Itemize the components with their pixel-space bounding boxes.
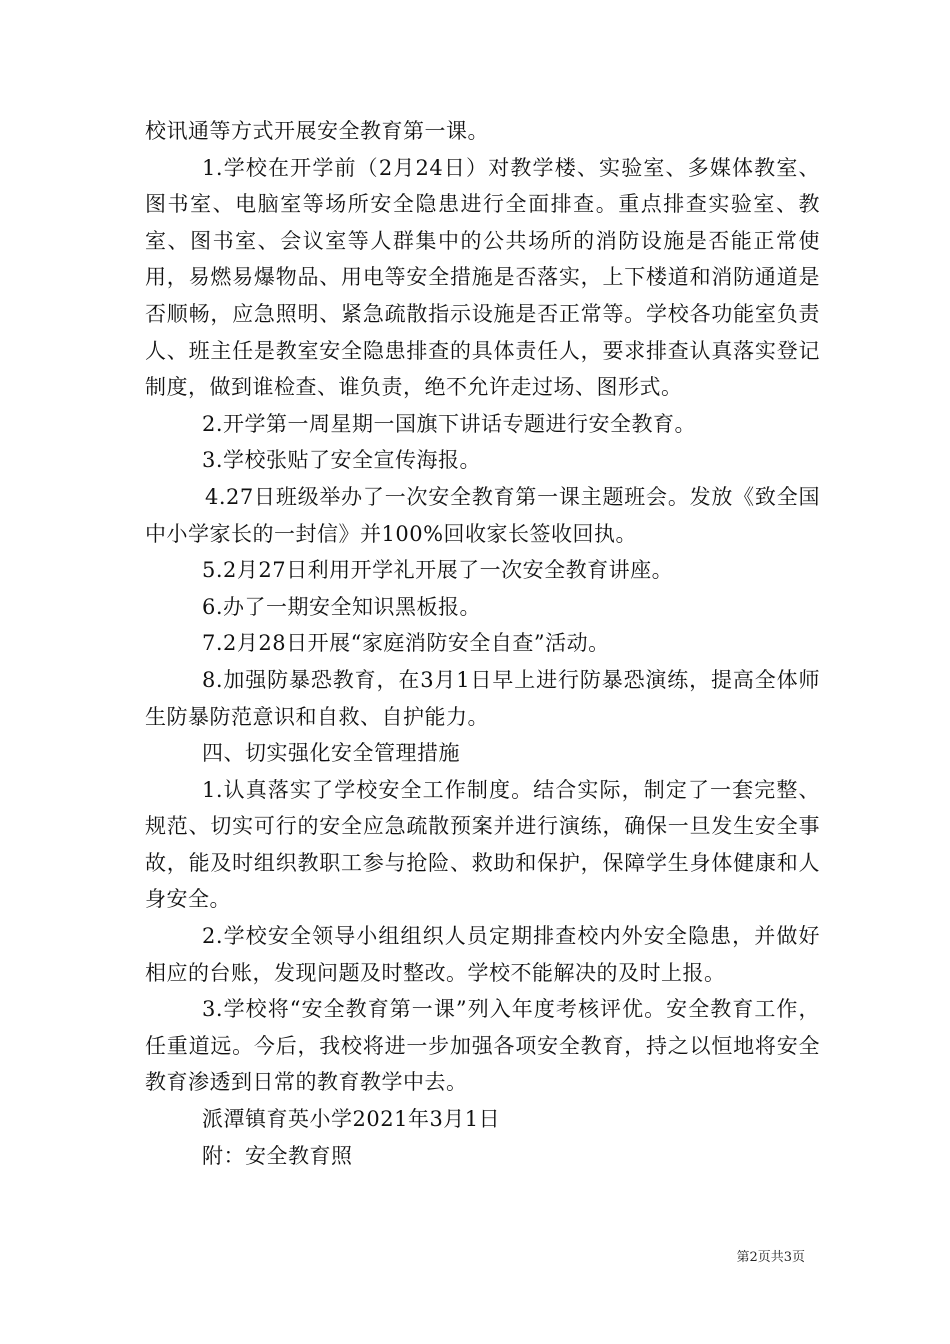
page-number: 第2页共3页 bbox=[736, 1250, 805, 1265]
signature-line: 派潭镇育英小学2021年3月1日 bbox=[202, 1107, 501, 1132]
paragraph: 3.学校将“安全教育第一课”列入年度考核评优。安全教育工作，任重道远。今后，我校将进一步加强各项安全教育，持之以恒地将安全教育渗透到日常的教育教学中去。 bbox=[145, 997, 820, 1095]
paragraph: 2.开学第一周星期一国旗下讲话专题进行安全教育。 bbox=[202, 411, 697, 436]
paragraph: 1.认真落实了学校安全工作制度。结合实际，制定了一套完整、规范、切实可行的安全应急疏散预案并进行演练，确保一旦发生安全事故，能及时组织教职工参与抢险、救助和保护，保障学生身体健康和人身安全。 bbox=[145, 777, 820, 912]
section-heading: 四、切实强化安全管理措施 bbox=[202, 741, 460, 766]
paragraph: 6.办了一期安全知识黑板报。 bbox=[202, 594, 482, 619]
paragraph: 校讯通等方式开展安全教育第一课。 bbox=[145, 119, 489, 143]
attachment-note: 附：安全教育照 bbox=[202, 1143, 353, 1168]
paragraph: 3.学校张贴了安全宣传海报。 bbox=[202, 448, 482, 473]
paragraph: 5.2月27日利用开学礼开展了一次安全教育讲座。 bbox=[202, 558, 674, 583]
paragraph: 8.加强防暴恐教育，在3月1日早上进行防暴恐演练，提高全体师生防暴防范意识和自救、自护能力。 bbox=[145, 667, 820, 729]
document-body bbox=[145, 113, 820, 1174]
paragraph: 1.学校在开学前（2月24日）对教学楼、实验室、多媒体教室、图书室、电脑室等场所安全隐患进行全面排查。重点排查实验室、教室、图书室、会议室等人群集中的公共场所的消防设施是否能正常使用，易燃易爆物品、用电等安全措施是否落实，上下楼道和消防通道是否顺畅，应急照明、紧急疏散指示设施是否正常等。学校各功能室负责人、班主任是教室安全隐患排查的具体责任人，要求排查认真落实登记制度，做到谁检查、谁负责，绝不允许走过场、图形式。 bbox=[145, 155, 820, 400]
paragraph: 4.27日班级举办了一次安全教育第一课主题班会。发放《致全国中小学家长的一封信》并100%回收家长签收回执。 bbox=[145, 484, 820, 546]
paragraph: 7.2月28日开展“家庭消防安全自查”活动。 bbox=[202, 631, 610, 656]
paragraph: 2.学校安全领导小组组织人员定期排查校内外安全隐患，并做好相应的台账，发现问题及时整改。学校不能解决的及时上报。 bbox=[145, 924, 820, 985]
